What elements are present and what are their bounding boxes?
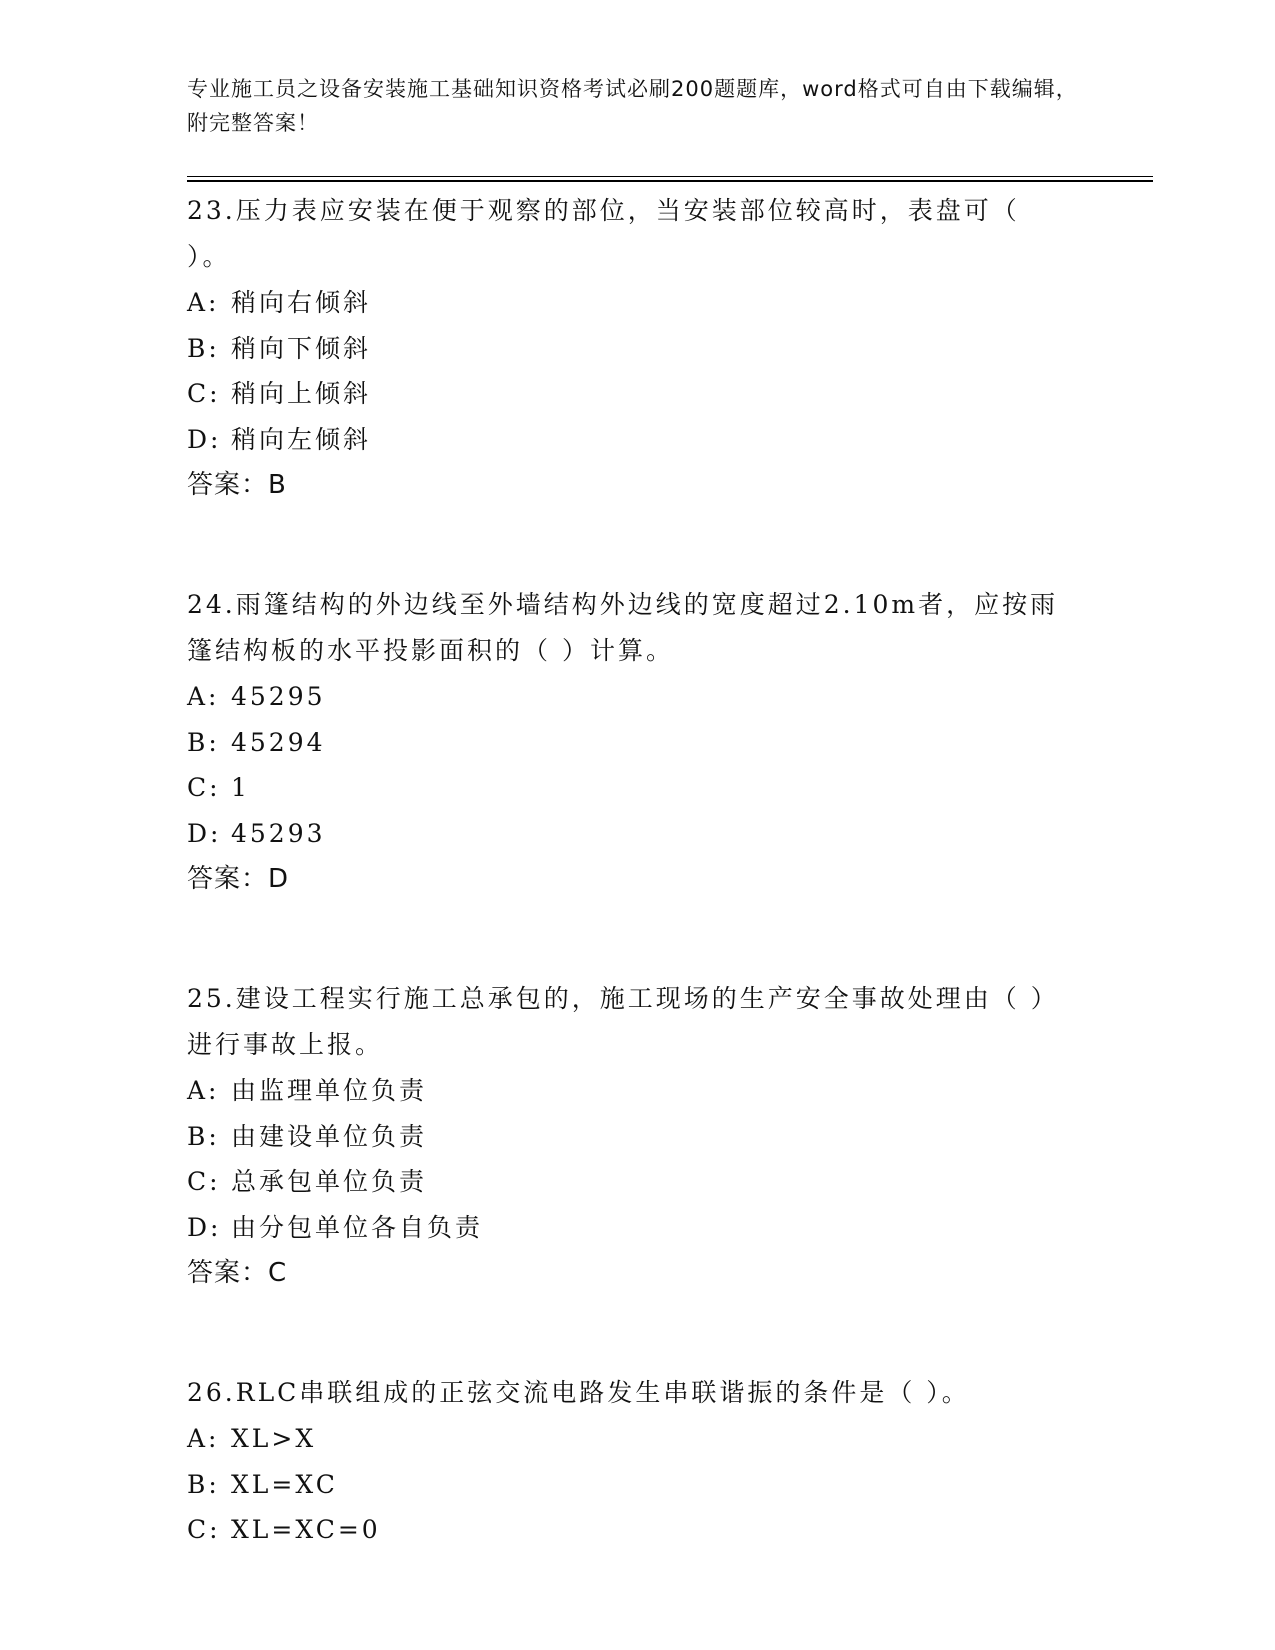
question-23: [187, 188, 1087, 508]
option-b: [187, 1114, 1087, 1160]
option-letter: B:: [187, 1469, 220, 1499]
option-text: XL=XC: [231, 1469, 338, 1499]
option-text: XL=XC=0: [231, 1515, 381, 1544]
header-divider-thick: [187, 180, 1153, 182]
question-26: [187, 1370, 1087, 1553]
question-24: [187, 582, 1087, 902]
option-a: [187, 1416, 1087, 1462]
option-letter: A:: [187, 288, 220, 317]
option-d: [187, 1205, 1087, 1251]
question-list: [187, 188, 1087, 1553]
question-stem: 23.压力表应安装在便于观察的部位，当安装部位较高时，表盘可（ ）。: [187, 196, 1020, 271]
question-25: [187, 976, 1087, 1296]
option-text: 由分包单位各自负责: [231, 1212, 484, 1242]
question-spacer: [187, 1296, 1087, 1370]
option-letter: B:: [187, 1121, 220, 1151]
option-a: [187, 674, 1087, 720]
option-letter: D:: [187, 424, 222, 454]
option-b: [187, 326, 1087, 372]
option-text: 稍向上倾斜: [231, 379, 372, 408]
answer: 答案：B: [187, 470, 287, 500]
option-letter: C:: [187, 1515, 221, 1544]
option-c: [187, 371, 1087, 417]
option-text: 稍向右倾斜: [231, 288, 372, 317]
option-letter: D:: [187, 1212, 222, 1242]
question-stem: 26.RLC串联组成的正弦交流电路发生串联谐振的条件是（ ）。: [187, 1378, 970, 1407]
option-d: [187, 811, 1087, 857]
option-text: 稍向左倾斜: [231, 424, 372, 454]
option-letter: D:: [187, 818, 222, 848]
option-letter: C:: [187, 379, 221, 408]
option-text: 由建设单位负责: [231, 1121, 428, 1151]
option-letter: C:: [187, 773, 221, 802]
option-c: [187, 1507, 1087, 1553]
option-a: [187, 280, 1087, 326]
option-letter: A:: [187, 1076, 220, 1105]
option-text: XL>X: [231, 1424, 317, 1453]
option-text: 1: [231, 773, 250, 802]
option-text: 总承包单位负责: [231, 1167, 428, 1196]
option-letter: B:: [187, 333, 220, 363]
option-b: [187, 1462, 1087, 1508]
option-text: 45295: [231, 682, 326, 711]
option-letter: A:: [187, 1424, 220, 1453]
header-divider-thin: [187, 176, 1153, 177]
answer: 答案：D: [187, 864, 290, 894]
option-letter: A:: [187, 682, 220, 711]
option-a: [187, 1068, 1087, 1114]
document-header: 专业施工员之设备安装施工基础知识资格考试必刷200题题库，word格式可自由下载编辑，附完整答案！: [187, 77, 1078, 135]
question-stem: 24.雨篷结构的外边线至外墙结构外边线的宽度超过2.10m者，应按雨篷结构板的水平投影面积的（ ）计算。: [187, 590, 1059, 665]
option-b: [187, 720, 1087, 766]
question-spacer: [187, 902, 1087, 976]
question-stem: 25.建设工程实行施工总承包的，施工现场的生产安全事故处理由（ ）进行事故上报。: [187, 984, 1059, 1059]
option-text: 45294: [231, 727, 326, 757]
option-text: 由监理单位负责: [231, 1076, 428, 1105]
answer: 答案：C: [187, 1258, 288, 1288]
option-text: 45293: [231, 818, 326, 848]
option-c: [187, 1159, 1087, 1205]
option-text: 稍向下倾斜: [231, 333, 372, 363]
option-letter: B:: [187, 727, 220, 757]
option-letter: C:: [187, 1167, 221, 1196]
option-d: [187, 417, 1087, 463]
option-c: [187, 765, 1087, 811]
question-spacer: [187, 508, 1087, 582]
